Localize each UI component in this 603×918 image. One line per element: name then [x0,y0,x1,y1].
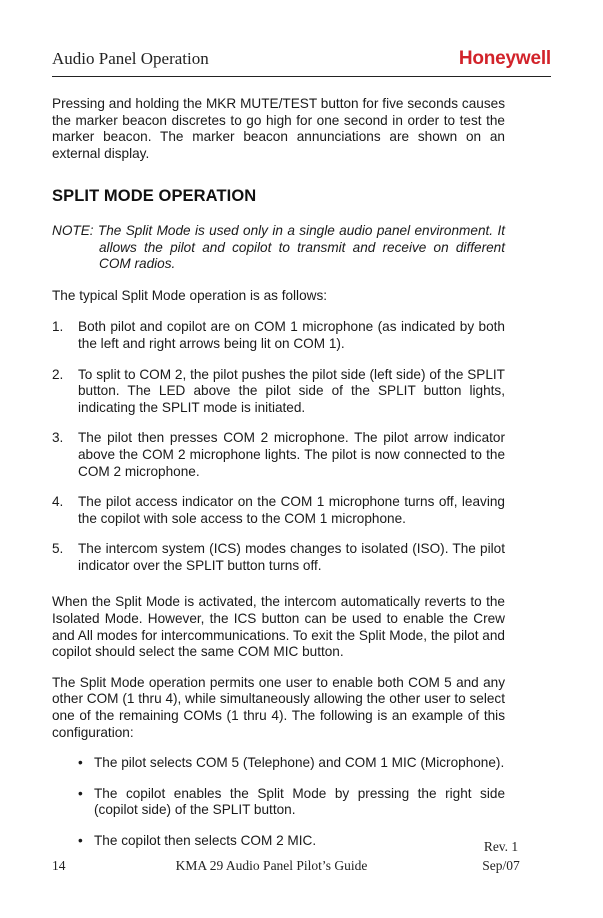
page-footer [52,834,531,874]
list-item [52,367,505,417]
step-number: 2. [52,366,64,382]
honeywell-logo: Honeywell [458,48,551,69]
list-item [52,541,505,574]
list-item [78,755,505,772]
step-text: The intercom system (ICS) modes changes to isolated (ISO). The pilot indicator over the SPLIT button turns off. [78,541,505,573]
list-item [52,319,505,352]
bullet-text: The pilot selects COM 5 (Telephone) and COM 1 MIC (Microphone). [94,755,505,771]
typical-intro: The typical Split Mode operation is as follows: [52,287,328,303]
revision-label: Rev. 1 [483,839,519,854]
list-item [52,430,505,480]
bullet-icon: • [78,833,83,848]
page-header [52,40,551,77]
step-text: Both pilot and copilot are on COM 1 microphone (as indicated by both the left and right arrows being lit on COM 1). [78,319,505,351]
step-number: 5. [52,541,64,557]
step-number: 1. [52,319,64,335]
bullet-icon: • [78,755,83,771]
bullet-text: The copilot then selects COM 2 MIC. [94,833,317,848]
activated-paragraph: When the Split Mode is activated, the intercom automatically reverts to the Isolated Mode. However, the ICS button can be used to enable the Crew and All modes for intercommunications. To exit the Split Mode, the pilot and copilot should select the same COM MIC button. [52,594,505,660]
revision-date: Sep/07 [482,858,520,873]
step-text: To split to COM 2, the pilot pushes the pilot side (left side) of the SPLIT button. The LED above the pilot side of the SPLIT button lights, indicating the SPLIT mode is initiated. [78,366,505,415]
step-number: 4. [52,494,64,510]
list-item [78,786,505,819]
page-content [52,96,505,864]
note-paragraph: NOTE: The Split Mode is used only in a single audio panel environment. It allows the pilot and copilot to transmit and receive on different COM radios. [52,222,505,272]
step-number: 3. [52,430,64,446]
step-text: The pilot then presses COM 2 microphone. The pilot arrow indicator above the COM 2 microphone lights. The pilot is now connected to the COM 2 microphone. [78,430,505,479]
steps-list [52,319,505,574]
step-text: The pilot access indicator on the COM 1 microphone turns off, leaving the copilot with sole access to the COM 1 microphone. [78,494,505,526]
guide-title: KMA 29 Audio Panel Pilot’s Guide [175,858,368,873]
list-item [52,494,505,527]
permits-paragraph: The Split Mode operation permits one user to enable both COM 5 and any other COM (1 thru 4), while simultaneously allowing the other user to select one of the remaining COMs (1 thru 4). The following is an example of this configuration: [52,674,505,740]
intro-paragraph: Pressing and holding the MKR MUTE/TEST button for five seconds causes the marker beacon discretes to go high for one second in order to test the marker beacon. The marker beacon annunciations are shown on an external display. [52,96,505,161]
header-title: Audio Panel Operation [52,49,209,68]
bullet-icon: • [78,785,83,801]
bullet-text: The copilot enables the Split Mode by pressing the right side (copilot side) of the SPLIT button. [94,785,505,818]
page-number: 14 [52,858,66,873]
section-heading: SPLIT MODE OPERATION [52,187,257,206]
